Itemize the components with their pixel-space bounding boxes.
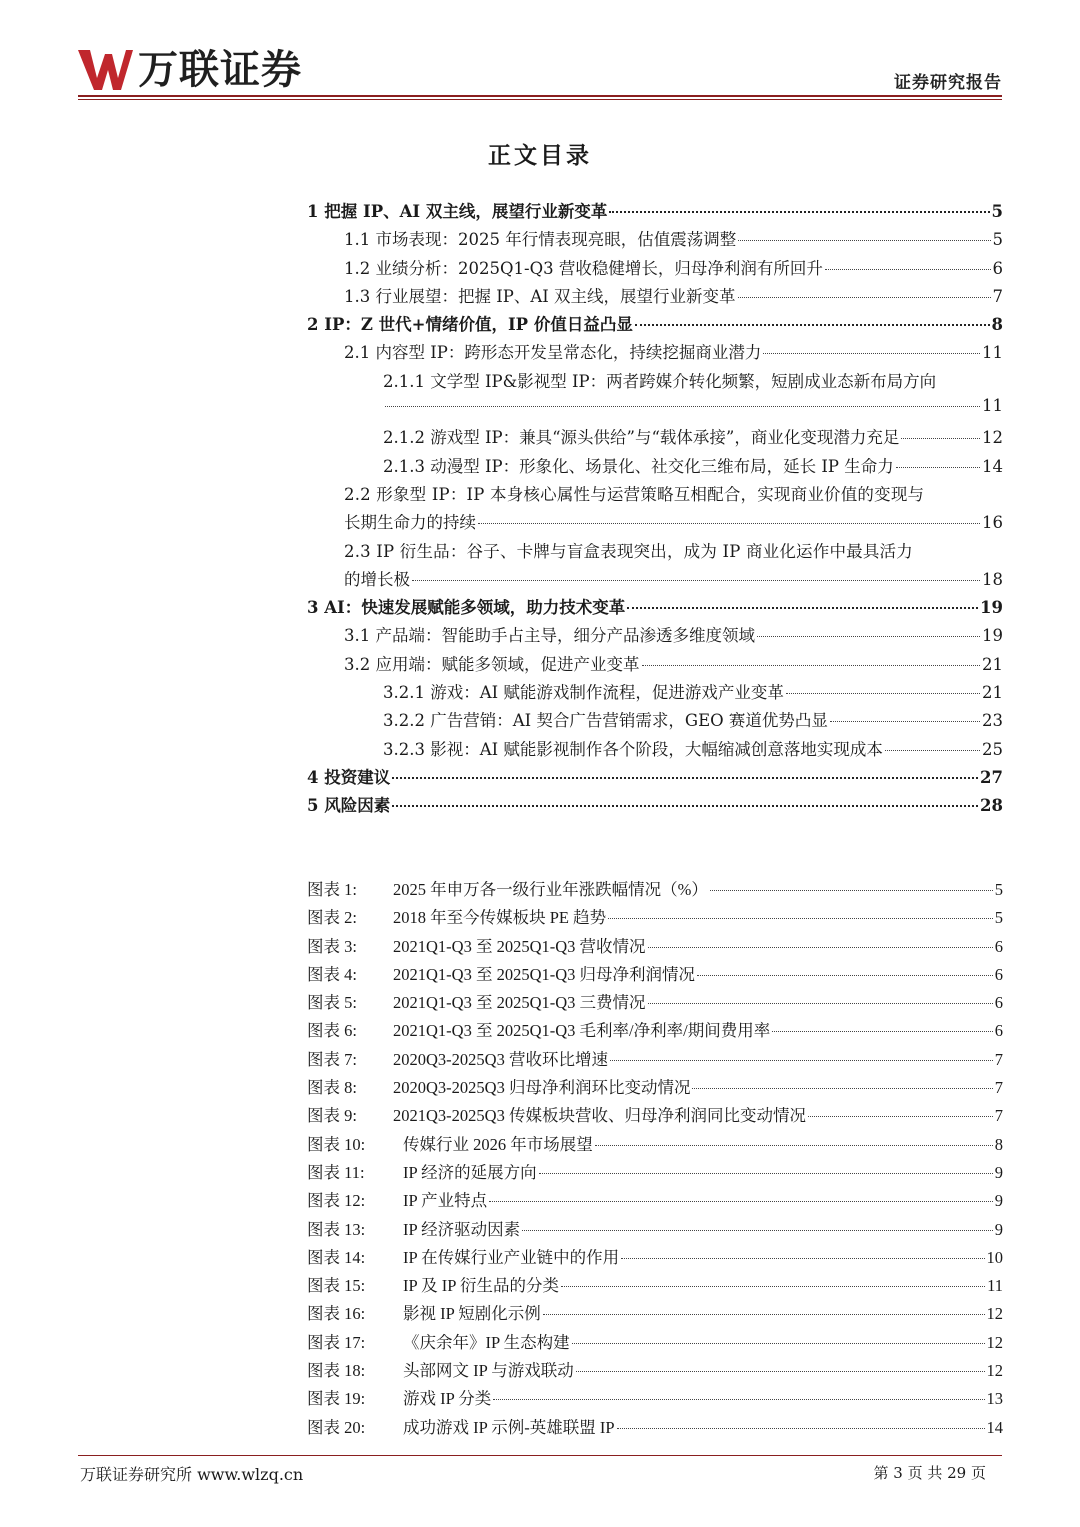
toc-item[interactable] [307, 339, 1003, 367]
figure-number: 图表 17: [307, 1332, 366, 1352]
figure-page: 7 [994, 1106, 1003, 1126]
figure-label: 《庆余年》IP 生态构建 [403, 1332, 570, 1352]
toc-item-label: 的增长极 [344, 569, 410, 589]
toc-item-page: 8 [991, 315, 1003, 335]
figure-page: 12 [986, 1304, 1003, 1324]
toc-item[interactable] [307, 736, 1003, 764]
toc-item-page: 27 [980, 767, 1003, 787]
leader-dots [489, 1201, 993, 1202]
figure-page: 6 [994, 1021, 1003, 1041]
toc-item[interactable] [307, 651, 1003, 679]
figure-page: 6 [994, 993, 1003, 1013]
page-title: 正文目录 [488, 142, 592, 169]
toc-item-page: 19 [980, 598, 1003, 618]
figure-page: 12 [986, 1361, 1003, 1381]
leader-dots [572, 1343, 985, 1344]
figure-list-item[interactable] [307, 1102, 1003, 1130]
toc-item[interactable] [307, 283, 1003, 311]
figure-number: 图表 5: [307, 993, 357, 1013]
toc-item[interactable] [307, 368, 1003, 396]
figure-number: 图表 19: [307, 1389, 366, 1409]
figure-number: 图表 6: [307, 1021, 357, 1041]
figure-list-item[interactable] [307, 961, 1003, 989]
figure-list-item[interactable] [307, 1017, 1003, 1045]
figure-page: 6 [994, 936, 1003, 956]
toc-item[interactable] [307, 707, 1003, 735]
figure-label: IP 产业特点 [403, 1191, 488, 1211]
toc-item-label: 3.1 产品端：智能助手占主导，细分产品渗透多维度领域 [344, 626, 755, 646]
toc-item-label: 2 IP：Z 世代+情绪价值，IP 价值日益凸显 [307, 315, 633, 335]
figure-label: IP 经济的延展方向 [403, 1162, 537, 1182]
figure-number: 图表 8: [307, 1078, 357, 1098]
figure-list-item[interactable] [307, 1357, 1003, 1385]
leader-dots [522, 1230, 993, 1231]
leader-dots [808, 1116, 993, 1117]
leader-dots [896, 467, 980, 468]
toc-item-label: 1.1 市场表现：2025 年行情表现亮眼，估值震荡调整 [344, 230, 737, 250]
toc-item[interactable] [307, 311, 1003, 339]
toc-item-page: 5 [991, 202, 1003, 221]
figure-label: 2025 年申万各一级行业年涨跌幅情况（%） [393, 880, 708, 899]
leader-dots [786, 693, 980, 694]
toc-item-label: 5 风险因素 [307, 796, 391, 816]
toc-item-label: 3 AI：快速发展赋能多领域，助力技术变革 [307, 598, 626, 618]
figure-number: 图表 15: [307, 1276, 366, 1296]
figure-page: 9 [994, 1219, 1003, 1239]
footer-page-number: 第 3 页 共 29 页 [873, 1464, 986, 1482]
toc-item-label: 2.1 内容型 IP：跨形态开发呈常态化，持续挖掘商业潜力 [344, 343, 762, 363]
toc-item-page: 5 [992, 230, 1003, 250]
figure-list-item[interactable] [307, 1244, 1003, 1272]
figure-label: 2021Q3-2025Q3 传媒板块营收、归母净利润同比变动情况 [393, 1106, 806, 1126]
leader-dots [478, 523, 980, 524]
figure-number: 图表 11: [307, 1162, 365, 1182]
figure-page: 6 [994, 964, 1003, 984]
leader-dots [392, 777, 978, 779]
footer-source: 万联证券研究所 www.wlzq.cn [80, 1465, 304, 1484]
leader-dots [576, 1371, 985, 1372]
figure-list-item[interactable] [307, 1074, 1003, 1102]
leader-dots [885, 750, 980, 751]
leader-dots [617, 1428, 985, 1429]
figure-number: 图表 12: [307, 1191, 366, 1211]
toc-item-page: 7 [992, 286, 1003, 306]
toc-item-page: 28 [980, 796, 1003, 816]
figure-label: 2018 年至今传媒板块 PE 趋势 [393, 908, 607, 928]
toc-item[interactable] [307, 226, 1003, 254]
figure-number: 图表 18: [307, 1361, 366, 1381]
toc-item-page: 21 [982, 683, 1003, 703]
toc-item[interactable] [307, 481, 1003, 509]
toc-item[interactable] [307, 594, 1003, 622]
figure-label: 2021Q1-Q3 至 2025Q1-Q3 营收情况 [393, 936, 646, 956]
figure-number: 图表 10: [307, 1134, 366, 1154]
figure-label: 影视 IP 短剧化示例 [403, 1304, 541, 1324]
toc-item-continuation[interactable] [307, 566, 1003, 594]
leader-dots [635, 324, 990, 326]
figure-label: 2020Q3-2025Q3 营收环比增速 [393, 1049, 608, 1069]
figure-number: 图表 14: [307, 1247, 366, 1267]
figure-list-item[interactable] [307, 989, 1003, 1017]
toc-item-label: 3.2 应用端：赋能多领域，促进产业变革 [344, 654, 640, 674]
toc-item[interactable] [307, 255, 1003, 283]
toc-item-label: 2.2 形象型 IP：IP 本身核心属性与运营策略互相配合，实现商业价值的变现与 [344, 484, 925, 504]
leader-dots [710, 890, 993, 891]
toc-item-label: 3.2.2 广告营销：AI 契合广告营销需求，GEO 赛道优势凸显 [383, 711, 828, 731]
figure-page: 5 [994, 880, 1003, 899]
leader-dots [392, 805, 978, 807]
toc-item-page: 25 [982, 739, 1003, 759]
toc-item-label: 4 投资建议 [307, 767, 391, 787]
leader-dots [385, 406, 980, 407]
leader-dots [608, 918, 993, 919]
brand-name: 万联证券 [138, 47, 302, 93]
toc-item-label: 2.3 IP 衍生品：谷子、卡牌与盲盒表现突出，成为 IP 商业化运作中最具活力 [344, 541, 913, 561]
figure-label: IP 及 IP 衍生品的分类 [403, 1276, 559, 1296]
leader-dots [697, 975, 993, 976]
figure-list-item[interactable] [307, 1272, 1003, 1300]
leader-dots [901, 438, 980, 439]
toc-item-label: 1 把握 IP、AI 双主线，展望行业新变革 [307, 202, 608, 221]
toc-item-page: 19 [982, 626, 1003, 646]
figure-label: IP 在传媒行业产业链中的作用 [403, 1247, 620, 1267]
leader-dots [830, 721, 980, 722]
figure-label: 传媒行业 2026 年市场展望 [403, 1134, 593, 1154]
brand-logo [76, 44, 302, 96]
leader-dots [561, 1286, 985, 1287]
figure-list-item[interactable] [307, 904, 1003, 932]
leader-dots [642, 665, 981, 666]
toc-item-continuation[interactable] [307, 509, 1003, 537]
figure-number: 图表 2: [307, 908, 357, 928]
leader-dots [825, 269, 991, 270]
leader-dots [595, 1145, 993, 1146]
toc-item-page: 23 [982, 711, 1003, 731]
figure-page: 5 [994, 908, 1003, 928]
leader-dots [763, 353, 980, 354]
figure-label: IP 经济驱动因素 [403, 1219, 521, 1239]
figure-label: 2021Q1-Q3 至 2025Q1-Q3 毛利率/净利率/期间费用率 [393, 1021, 771, 1041]
toc-item-page: 21 [982, 654, 1003, 674]
figure-page: 7 [994, 1049, 1003, 1069]
figure-label: 2020Q3-2025Q3 归母净利润环比变动情况 [393, 1078, 691, 1098]
toc-item-label: 3.2.3 影视：AI 赋能影视制作各个阶段，大幅缩减创意落地实现成本 [383, 739, 883, 759]
figure-list-item[interactable] [307, 1414, 1003, 1442]
figure-page: 9 [994, 1191, 1003, 1211]
leader-dots [738, 297, 991, 298]
figure-list [307, 876, 1003, 1442]
toc-item-page: 16 [982, 513, 1003, 533]
leader-dots [539, 1173, 993, 1174]
toc-item[interactable] [307, 679, 1003, 707]
figure-label: 成功游戏 IP 示例-英雄联盟 IP [403, 1417, 615, 1437]
toc-item-page: 11 [982, 396, 1003, 416]
figure-number: 图表 20: [307, 1417, 366, 1437]
toc-item-page: 12 [982, 428, 1003, 448]
toc-item-page: 14 [982, 456, 1003, 476]
leader-dots [543, 1314, 985, 1315]
toc-item[interactable] [307, 792, 1003, 820]
report-type: 证券研究报告 [894, 73, 1002, 93]
leader-dots [692, 1088, 992, 1089]
toc-item-label: 1.2 业绩分析：2025Q1-Q3 营收稳健增长，归母净利润有所回升 [344, 258, 823, 278]
leader-dots [621, 1258, 984, 1259]
figure-label: 游戏 IP 分类 [403, 1389, 492, 1409]
figure-page: 11 [987, 1276, 1003, 1296]
leader-dots [412, 580, 980, 581]
leader-dots [648, 947, 993, 948]
toc-item-label: 2.1.1 文学型 IP&影视型 IP：两者跨媒介转化频繁，短剧成业态新布局方向 [383, 371, 937, 391]
leader-dots [493, 1399, 984, 1400]
leader-dots [627, 607, 978, 609]
figure-label: 2021Q1-Q3 至 2025Q1-Q3 三费情况 [393, 993, 646, 1013]
figure-number: 图表 4: [307, 964, 357, 984]
toc-item-page: 6 [992, 258, 1003, 278]
leader-dots [610, 1060, 993, 1061]
toc-item-label: 2.1.2 游戏型 IP：兼具“源头供给”与“载体承接”，商业化变现潜力充足 [383, 428, 900, 448]
toc-item[interactable] [307, 424, 1003, 452]
figure-page: 13 [986, 1389, 1003, 1409]
figure-list-item[interactable] [307, 1046, 1003, 1074]
toc-item-label: 2.1.3 动漫型 IP：形象化、场景化、社交化三维布局，延长 IP 生命力 [383, 456, 894, 476]
footer-divider [78, 1455, 1002, 1456]
figure-list-item[interactable] [307, 1131, 1003, 1159]
toc-item[interactable] [307, 622, 1003, 650]
toc-item-label: 3.2.1 游戏：AI 赋能游戏制作流程，促进游戏产业变革 [383, 683, 784, 703]
toc-item-label: 1.3 行业展望：把握 IP、AI 双主线，展望行业新变革 [344, 286, 736, 306]
figure-page: 9 [994, 1162, 1003, 1182]
figure-number: 图表 16: [307, 1304, 366, 1324]
figure-number: 图表 7: [307, 1049, 357, 1069]
figure-list-item[interactable] [307, 1159, 1003, 1187]
figure-page: 14 [986, 1417, 1003, 1437]
figure-number: 图表 3: [307, 936, 357, 956]
toc-item[interactable] [307, 453, 1003, 481]
figure-list-item[interactable] [307, 1329, 1003, 1357]
toc-item-continuation[interactable] [307, 396, 1003, 424]
figure-label: 头部网文 IP 与游戏联动 [403, 1361, 574, 1381]
toc-item-label: 长期生命力的持续 [344, 513, 476, 533]
leader-dots [738, 240, 990, 241]
figure-list-item[interactable] [307, 876, 1003, 904]
toc-item[interactable] [307, 764, 1003, 792]
header-divider [78, 95, 1002, 97]
figure-number: 图表 13: [307, 1219, 366, 1239]
toc-item[interactable] [307, 198, 1003, 226]
figure-list-item[interactable] [307, 1385, 1003, 1413]
leader-dots [757, 636, 980, 637]
figure-list-item[interactable] [307, 1216, 1003, 1244]
figure-list-item[interactable] [307, 1300, 1003, 1328]
toc-item[interactable] [307, 538, 1003, 566]
toc-item-page: 11 [982, 343, 1003, 363]
figure-list-item[interactable] [307, 1187, 1003, 1215]
leader-dots [772, 1031, 993, 1032]
figure-page: 8 [994, 1134, 1003, 1154]
figure-label: 2021Q1-Q3 至 2025Q1-Q3 归母净利润情况 [393, 964, 696, 984]
figure-number: 图表 1: [307, 880, 357, 899]
leader-dots [609, 211, 989, 213]
figure-page: 12 [986, 1332, 1003, 1352]
toc-item-page: 18 [982, 569, 1003, 589]
brand-w-logo-icon [76, 44, 134, 96]
figure-list-item[interactable] [307, 933, 1003, 961]
figure-page: 7 [994, 1078, 1003, 1098]
leader-dots [648, 1003, 993, 1004]
figure-number: 图表 9: [307, 1106, 357, 1126]
header-divider-thin [78, 99, 1002, 100]
table-of-contents [307, 198, 1003, 821]
figure-page: 10 [986, 1247, 1003, 1267]
